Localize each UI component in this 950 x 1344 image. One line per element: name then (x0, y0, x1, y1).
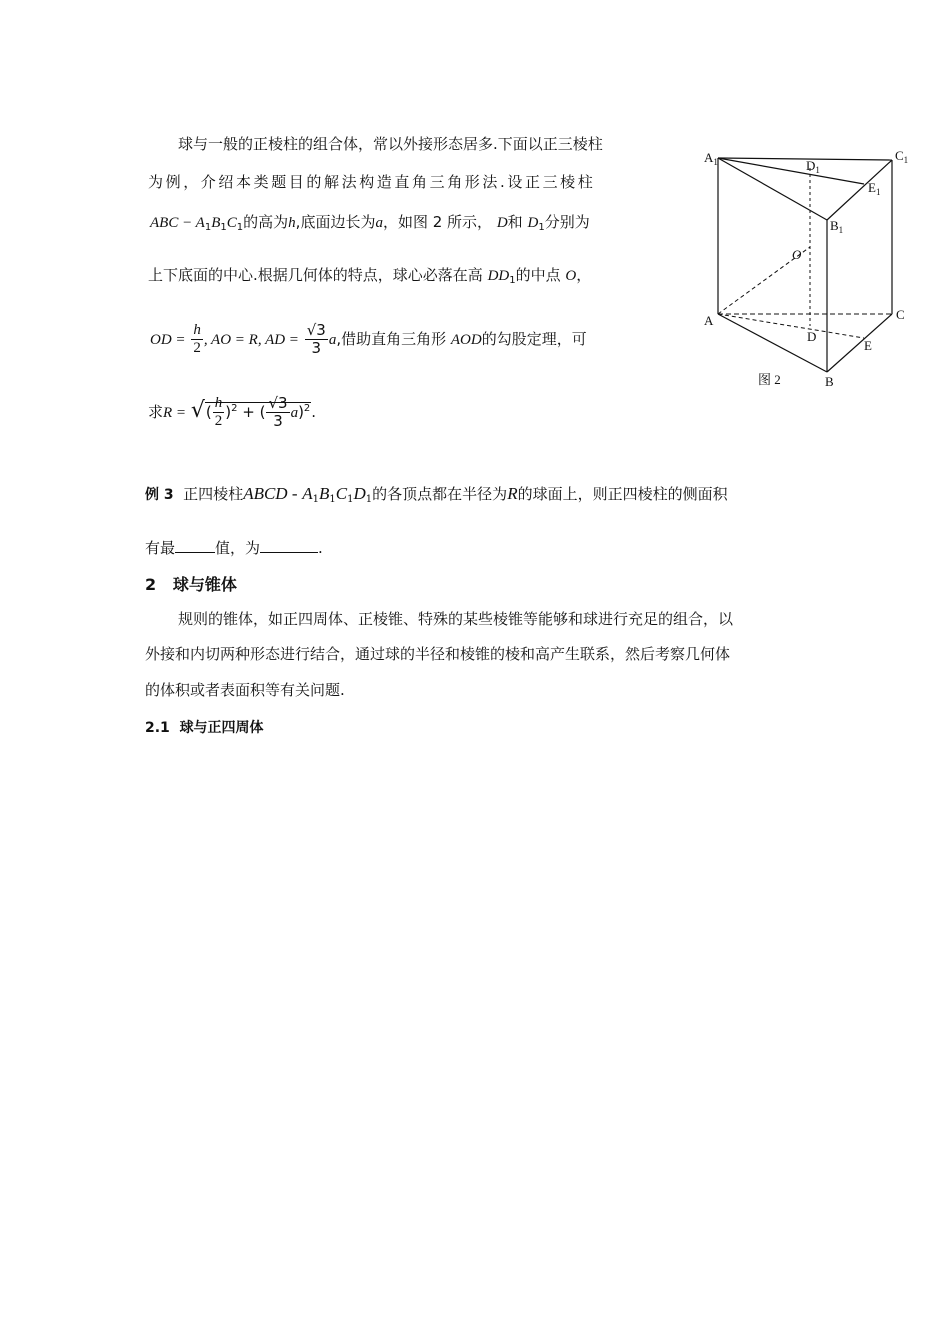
label-b1: $B_1$ (830, 218, 844, 235)
intro-line-4: 上下底面的中心.根据几何体的特点，球心必落在高 $DD_1$的中点 O， (148, 266, 592, 286)
answer-blank-1[interactable] (175, 538, 215, 553)
answer-blank-2[interactable] (260, 538, 318, 553)
label-d: D (807, 329, 817, 344)
section-2-para-line-2: 外接和内切两种形态进行结合，通过球的半径和棱锥的棱和高产生联系，然后考察几何体 (145, 645, 731, 663)
edge-c1-b1 (827, 160, 892, 220)
intro-line-1: 球与一般的正棱柱的组合体，常以外接形态居多.下面以正三棱柱 (178, 135, 603, 153)
label-o: O (792, 247, 802, 262)
intro-line-6: 求R = √( $\frac{h}{2}$ )$^2$ + ( $\frac{√3}{3}$ a)$^2$. (148, 394, 317, 430)
label-a1: $A_1$ (704, 150, 718, 167)
edge-a1-c1 (718, 158, 892, 160)
example-3-line-2: 有最 值，为 . (145, 539, 323, 557)
label-e1: $E_1$ (868, 180, 881, 197)
section-2-para-line-1: 规则的锥体，如正四周体、正棱锥、特殊的某些棱锥等能够和球进行充足的组合，以 (178, 610, 734, 628)
label-c1: $C_1$ (895, 148, 909, 165)
edge-b-c (827, 314, 892, 372)
label-c: C (896, 307, 905, 322)
figure-caption: 图 2 (758, 372, 781, 387)
label-a: A (704, 313, 714, 328)
section-2-para-line-3: 的体积或者表面积等有关问题. (145, 681, 345, 699)
label-b: B (825, 374, 834, 389)
example-3-line-1: 例 3 正四棱柱ABCD - $A_1B_1C_1D_1$的各顶点都在半径为R的球面上，则正四棱柱的侧面积 (145, 484, 728, 505)
intro-line-2: 为例，介绍本类题目的解法构造直角三角形法.设正三棱柱 (148, 173, 596, 191)
label-d1: $D_1$ (806, 158, 820, 175)
label-e: E (864, 338, 872, 353)
intro-line-5: OD = $\frac{h}{2}$ , AO = R, AD = $\frac{√3}{3}$ a,借助直角三角形 AOD的勾股定理，可 (150, 321, 587, 357)
intro-line-3: ABC − $A_1B_1C_1$的高为h,底面边长为a，如图 2 所示， D和 $D_1$分别为 (150, 213, 590, 233)
section-2-heading: 2 球与锥体 (145, 575, 237, 594)
section-2-1-heading: 2.1 球与正四周体 (145, 720, 264, 736)
prism-figure (692, 140, 922, 392)
